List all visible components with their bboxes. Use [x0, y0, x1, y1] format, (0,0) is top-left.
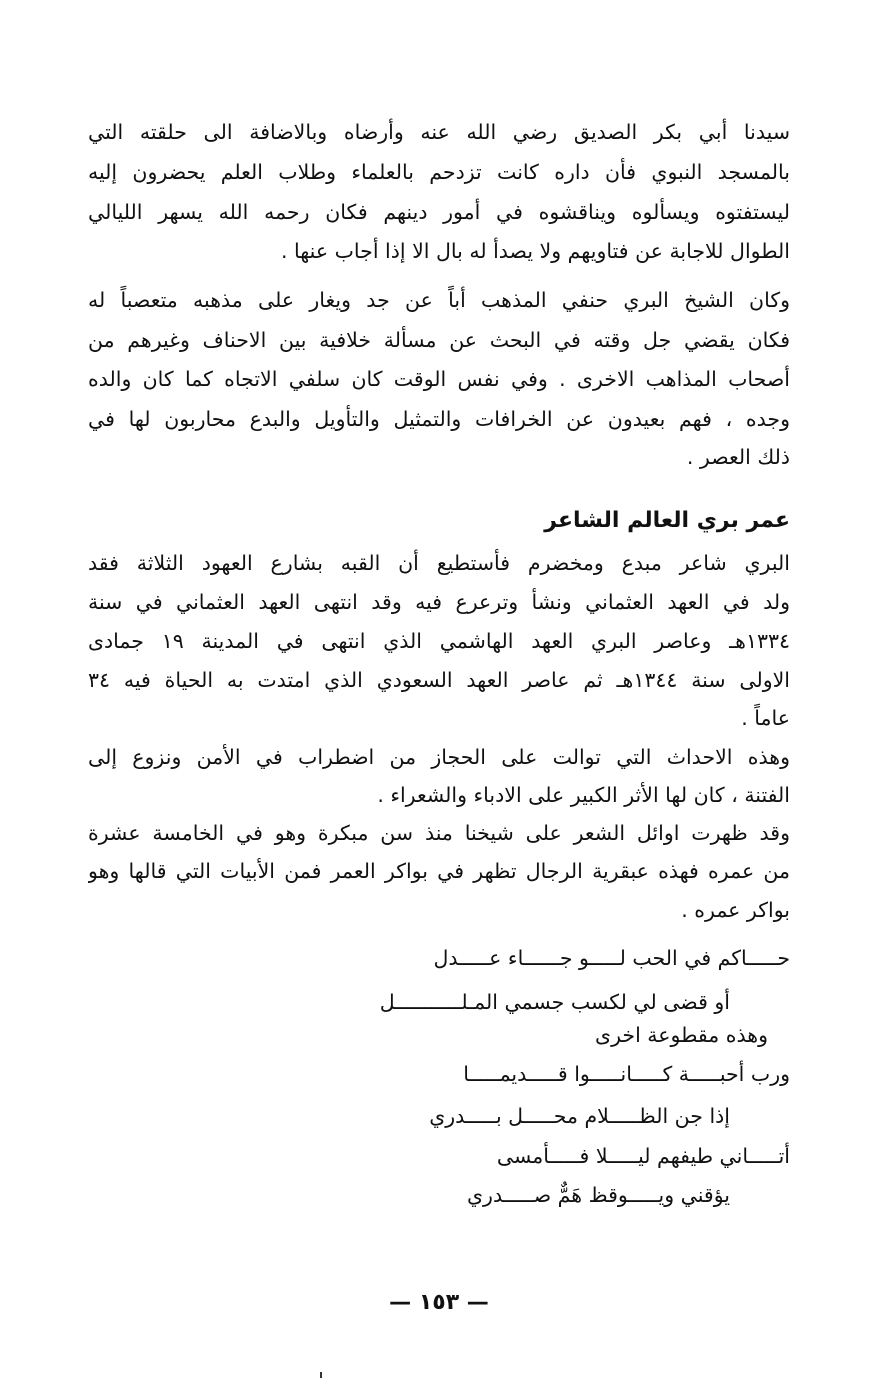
second-poem-intro: وهذه مقطوعة اخرى: [595, 1023, 768, 1047]
poem-2-verse-2: إذا جن الظـــــلام محـــــل بـــــدري: [429, 1104, 730, 1128]
paragraph-3-line-5: عاماً .: [741, 706, 790, 730]
poem-2-verse-4: يؤقني ويـــــوقظ هَمٌّ صـــــدري: [467, 1183, 730, 1207]
paragraph-4-line-1: وهذه الاحداث التي توالت على الحجاز من اضطراب في الأمن ونزوع إلى: [88, 745, 790, 769]
paragraph-3-line-1: البري شاعر مبدع ومخضرم فأستطيع أن القبه بشارع العهود الثلاثة فقد: [88, 551, 790, 575]
paragraph-1-line-3: ليستفتوه ويسألوه ويناقشوه في أمور دينهم فكان رحمه الله يسهر الليالي: [88, 200, 790, 224]
scan-speck: [320, 1372, 322, 1378]
page-number: — ١٥٣ —: [389, 1290, 489, 1315]
paragraph-2-line-2: فكان يقضي جل وقته في البحث عن مسألة خلافية بين الاحناف وغيرهم من: [88, 328, 790, 352]
paragraph-2-line-3: أصحاب المذاهب الاخرى . وفي نفس الوقت كان سلفي الاتجاه كما كان والده: [88, 367, 790, 391]
poem-2-verse-1: ورب أحبـــــة كـــــانـــــوا قـــــديمـــــا: [463, 1062, 790, 1086]
paragraph-4-line-2: الفتنة ، كان لها الأثر الكبير على الادباء والشعراء .: [377, 783, 790, 807]
poem-1-verse-2: أو قضى لي لكسب جسمي المـلـــــــــــل: [379, 990, 730, 1014]
paragraph-5-line-1: وقد ظهرت اوائل الشعر على شيخنا منذ سن مبكرة وهو في الخامسة عشرة: [88, 821, 790, 845]
paragraph-1-line-2: بالمسجد النبوي فأن داره كانت تزدحم بالعلماء وطلاب العلم يحضرون إليه: [88, 160, 790, 184]
paragraph-2-line-5: ذلك العصر .: [686, 445, 790, 469]
paragraph-3-line-4: الاولى سنة ١٣٤٤هـ ثم عاصر العهد السعودي الذي امتدت به الحياة فيه ٣٤: [88, 668, 790, 692]
paragraph-3-line-2: ولد في العهد العثماني ونشأ وترعرع فيه وقد انتهى العهد العثماني في سنة: [88, 590, 790, 614]
paragraph-2-line-1: وكان الشيخ البري حنفي المذهب أباً عن جد ويغار على مذهبه متعصباً له: [88, 288, 790, 312]
poem-1-verse-1: حـــــاكم في الحب لـــــو جــــــاء عـــــدل: [433, 946, 790, 970]
paragraph-2-line-4: وجده ، فهم بعيدون عن الخرافات والتمثيل والتأويل والبدع محاربون لها في: [88, 407, 790, 431]
paragraph-3-line-3: ١٣٣٤هـ وعاصر البري العهد الهاشمي الذي انتهى في المدينة ١٩ جمادى: [88, 629, 790, 653]
paragraph-5-line-3: بواكر عمره .: [681, 898, 790, 922]
paragraph-1-line-1: سيدنا أبي بكر الصديق رضي الله عنه وأرضاه وبالاضافة الى حلقته التي: [88, 120, 790, 144]
paragraph-1-line-4: الطوال للاجابة عن فتاويهم ولا يصدأ له بال الا إذا أجاب عنها .: [280, 239, 790, 263]
poem-2-verse-3: أتـــــاني طيفهم ليـــــلا فـــــأمسى: [496, 1144, 790, 1168]
paragraph-5-line-2: من عمره فهذه عبقرية الرجال تظهر في بواكر العمر فمن الأبيات التي قالها وهو: [88, 859, 790, 883]
section-heading: عمر بري العالم الشاعر: [544, 508, 790, 533]
